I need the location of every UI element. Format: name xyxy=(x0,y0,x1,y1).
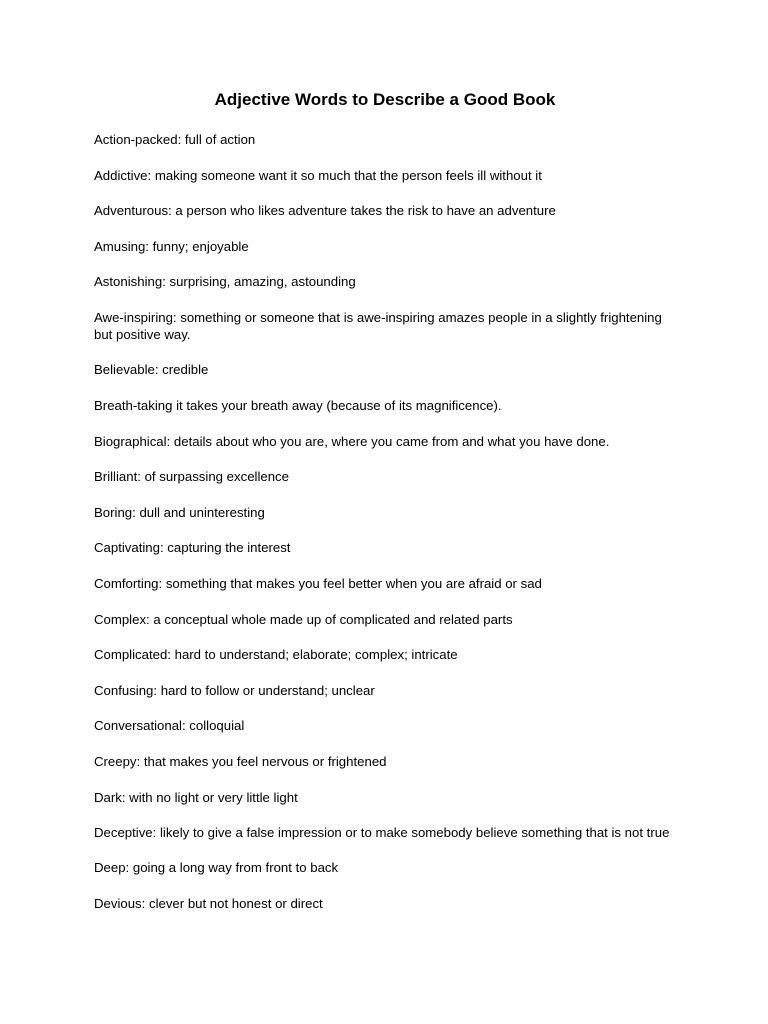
list-item: Deep: going a long way from front to back xyxy=(94,860,339,876)
list-item: Devious: clever but not honest or direct xyxy=(94,895,323,911)
list-item: Dark: with no light or very little light xyxy=(94,789,298,805)
list-item: Adventurous: a person who likes adventure takes the risk to have an adventure xyxy=(94,203,556,219)
list-item: Conversational: colloquial xyxy=(94,718,245,734)
list-item: Confusing: hard to follow or understand; unclear xyxy=(94,682,375,698)
list-item: Action-packed: full of action xyxy=(94,132,256,147)
list-item: Astonishing: surprising, amazing, astounding xyxy=(94,274,356,290)
list-item: Breath-taking it takes your breath away (because of its magnificence). xyxy=(94,398,502,414)
list-item: Creepy: that makes you feel nervous or frightened xyxy=(94,754,387,769)
list-item: Awe-inspiring: something or someone that is awe-inspiring amazes people in a slightly frightening but positive way. xyxy=(94,309,662,343)
list-item: Addictive: making someone want it so much that the person feels ill without it xyxy=(94,167,542,183)
list-item: Captivating: capturing the interest xyxy=(94,540,291,556)
list-item: Complicated: hard to understand; elaborate; complex; intricate xyxy=(94,647,458,663)
definition-list xyxy=(94,131,674,930)
list-item: Brilliant: of surpassing excellence xyxy=(94,469,289,485)
list-item: Amusing: funny; enjoyable xyxy=(94,238,249,254)
page-title: Adjective Words to Describe a Good Book xyxy=(214,90,556,109)
list-item: Believable: credible xyxy=(94,362,209,378)
list-item: Comforting: something that makes you feel better when you are afraid or sad xyxy=(94,576,542,592)
list-item: Deceptive: likely to give a false impression or to make somebody believe something that is not true xyxy=(94,825,670,841)
list-item: Complex: a conceptual whole made up of complicated and related parts xyxy=(94,611,513,627)
list-item: Boring: dull and uninteresting xyxy=(94,504,265,520)
list-item: Biographical: details about who you are, where you came from and what you have done. xyxy=(94,433,610,449)
